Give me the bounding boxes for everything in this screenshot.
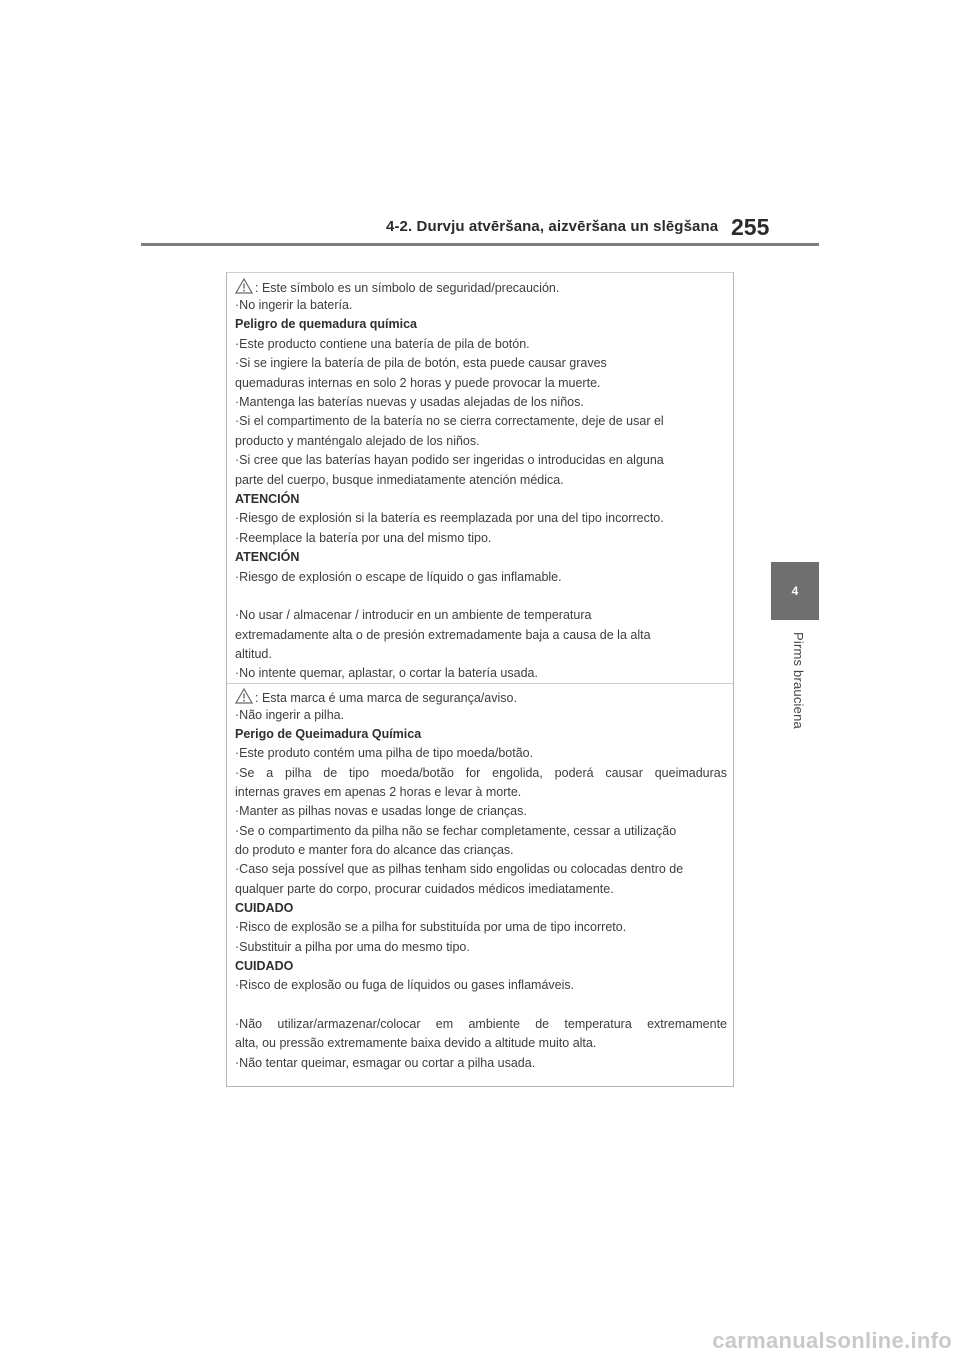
- text-line: extremadamente alta o de presión extremadamente baja a causa de la alta: [235, 628, 651, 642]
- text-line-heading: ATENCIÓN: [235, 550, 300, 564]
- text-line: ·Não ingerir a pilha.: [235, 708, 345, 722]
- warning-symbol-line: [235, 688, 727, 706]
- text-line: ·Não tentar queimar, esmagar ou cortar a pilha usada.: [235, 1056, 536, 1070]
- text-line: ·Mantenga las baterías nuevas y usadas alejadas de los niños.: [235, 395, 584, 409]
- chapter-tab: [771, 562, 819, 620]
- spanish-warning-box: [226, 272, 734, 684]
- text-line: ·Não utilizar/armazenar/colocar em ambiente de temperatura extremamente: [235, 1017, 727, 1031]
- text-line: ·Si el compartimento de la batería no se cierra correctamente, deje de usar el: [235, 414, 664, 428]
- text-line: ·Se a pilha de tipo moeda/botão for engolida, poderá causar queimaduras: [235, 766, 727, 780]
- text-line: qualquer parte do corpo, procurar cuidados médicos imediatamente.: [235, 882, 614, 896]
- warning-symbol-line: [235, 278, 727, 296]
- text-line: altitud.: [235, 647, 272, 661]
- text-line: ·Este produto contém uma pilha de tipo moeda/botão.: [235, 746, 534, 760]
- text-line: ·Si se ingiere la batería de pila de botón, esta puede causar graves: [235, 356, 607, 370]
- text-line: ·Risco de explosão ou fuga de líquidos ou gases inflamáveis.: [235, 978, 575, 992]
- text-line-heading: CUIDADO: [235, 901, 294, 915]
- text-line: producto y manténgalo alejado de los niños.: [235, 434, 480, 448]
- text-line: ·Se o compartimento da pilha não se fechar completamente, cessar a utilização: [235, 824, 677, 838]
- text-line: ·Risco de explosão se a pilha for substituída por uma de tipo incorreto.: [235, 920, 627, 934]
- text-line: ·Caso seja possível que as pilhas tenham sido engolidas ou colocadas dentro de: [235, 862, 684, 876]
- text-line: do produto e manter fora do alcance das crianças.: [235, 843, 514, 857]
- header-rule: [141, 243, 819, 246]
- warning-triangle-icon: [235, 688, 253, 704]
- text-line: ·No intente quemar, aplastar, o cortar la batería usada.: [235, 666, 538, 680]
- text-line: ·Substituir a pilha por uma do mesmo tipo.: [235, 940, 470, 954]
- text-line: ·No usar / almacenar / introducir en un ambiente de temperatura: [235, 608, 592, 622]
- text-line-heading: Perigo de Queimadura Química: [235, 727, 422, 741]
- page-number: 255: [731, 214, 770, 240]
- text-line-heading: Peligro de quemadura química: [235, 317, 417, 331]
- text-line: ·No ingerir la batería.: [235, 298, 353, 312]
- text-line: parte del cuerpo, busque inmediatamente atención médica.: [235, 473, 564, 487]
- text-line: : Este símbolo es un símbolo de seguridad/precaución.: [255, 281, 560, 295]
- chapter-number: 4: [791, 584, 799, 598]
- text-line: ·Si cree que las baterías hayan podido ser ingeridas o introducidas en alguna: [235, 453, 664, 467]
- text-line: internas graves em apenas 2 horas e levar à morte.: [235, 785, 522, 799]
- text-line: ·Este producto contiene una batería de pila de botón.: [235, 337, 530, 351]
- text-line-heading: CUIDADO: [235, 959, 294, 973]
- text-line: quemaduras internas en solo 2 horas y puede provocar la muerte.: [235, 376, 601, 390]
- text-line: ·Reemplace la batería por una del mismo tipo.: [235, 531, 492, 545]
- warning-triangle-icon: [235, 278, 253, 294]
- text-line: alta, ou pressão extremamente baixa devido a altitude muito alta.: [235, 1036, 597, 1050]
- text-line-heading: ATENCIÓN: [235, 492, 300, 506]
- watermark: carmanualsonline.info: [712, 1328, 952, 1353]
- text-line: ·Manter as pilhas novas e usadas longe de crianças.: [235, 804, 527, 818]
- text-line: ·Riesgo de explosión o escape de líquido o gas inflamable.: [235, 570, 562, 584]
- portuguese-warning-box: [226, 683, 734, 1087]
- section-title: 4-2. Durvju atvēršana, aizvēršana un slēgšana: [386, 218, 719, 235]
- text-line: ·Riesgo de explosión si la batería es reemplazada por una del tipo incorrecto.: [235, 511, 664, 525]
- text-line: : Esta marca é uma marca de segurança/aviso.: [255, 691, 517, 705]
- chapter-title: Pirms brauciena: [791, 632, 806, 729]
